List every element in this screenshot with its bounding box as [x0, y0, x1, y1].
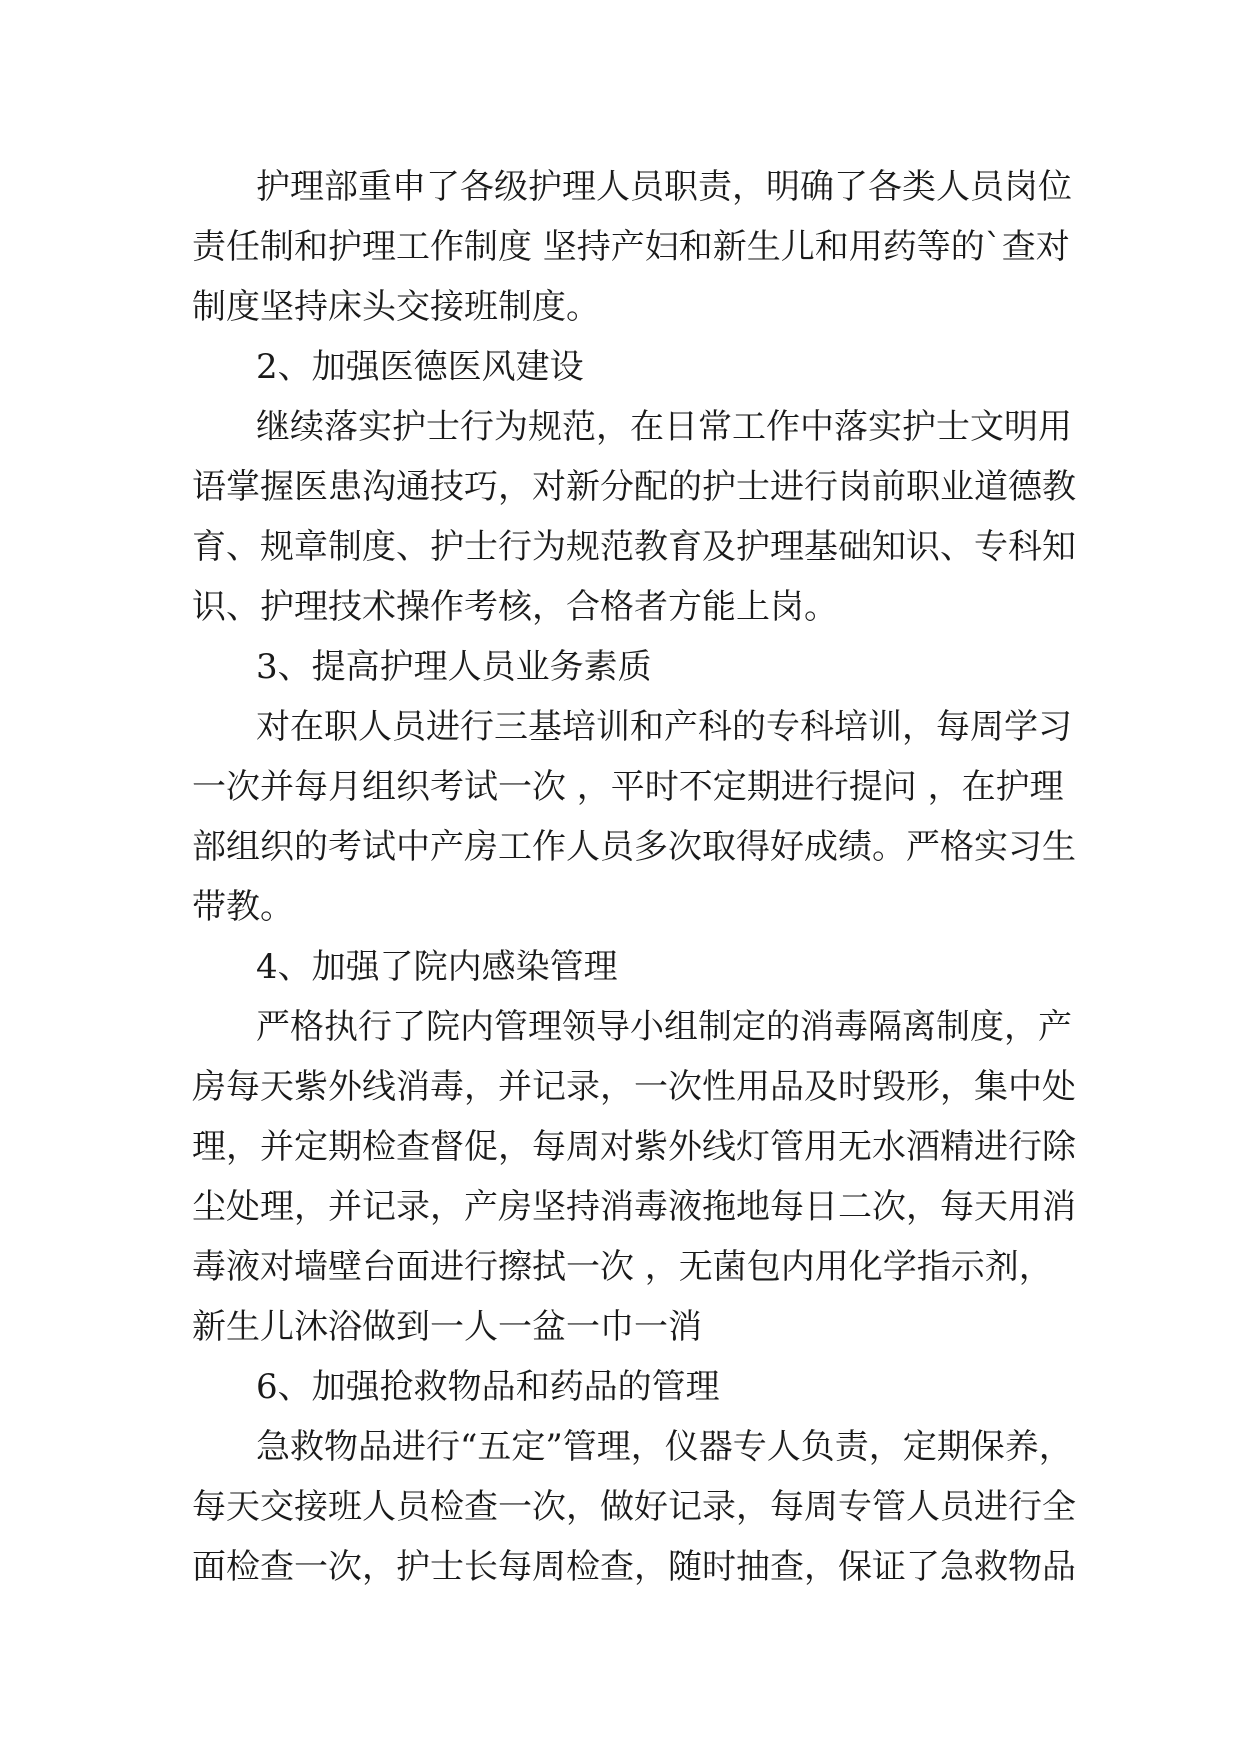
section-heading: 2、加强医德医风建设	[256, 347, 584, 387]
paragraph-line: 部组织的考试中产房工作人员多次取得好成绩。严格实习生	[192, 827, 1076, 867]
paragraph-line: 对在职人员进行三基培训和产科的专科培训，每周学习	[256, 707, 1072, 747]
paragraph-line: 新生儿沐浴做到一人一盆一巾一消	[192, 1307, 702, 1347]
paragraph-line: 急救物品进行“五定”管理，仪器专人负责，定期保养，	[256, 1427, 1073, 1467]
paragraph-line: 识、护理技术操作考核，合格者方能上岗。	[192, 587, 838, 627]
paragraph-line: 理，并定期检查督促，每周对紫外线灯管用无水酒精进行除	[192, 1127, 1076, 1167]
paragraph-line: 尘处理，并记录，产房坚持消毒液拖地每日二次，每天用消	[192, 1187, 1076, 1227]
paragraph-line: 面检查一次，护士长每周检查，随时抽查，保证了急救物品	[192, 1547, 1076, 1587]
section-heading: 6、加强抢救物品和药品的管理	[256, 1367, 720, 1407]
paragraph-line: 护理部重申了各级护理人员职责，明确了各类人员岗位	[256, 167, 1072, 207]
paragraph-line: 继续落实护士行为规范，在日常工作中落实护士文明用	[256, 407, 1072, 447]
paragraph-line: 育、规章制度、护士行为规范教育及护理基础知识、专科知	[192, 527, 1076, 567]
paragraph-line: 责任制和护理工作制度 坚持产妇和新生儿和用药等的`查对	[192, 227, 1070, 267]
paragraph-line: 带教。	[192, 887, 294, 927]
section-heading: 4、加强了院内感染管理	[256, 947, 618, 987]
paragraph-line: 语掌握医患沟通技巧，对新分配的护士进行岗前职业道德教	[192, 467, 1076, 507]
paragraph-line: 严格执行了院内管理领导小组制定的消毒隔离制度，产	[256, 1007, 1072, 1047]
paragraph-line: 毒液对墙壁台面进行擦拭一次 ，无菌包内用化学指示剂，	[192, 1247, 1053, 1287]
paragraph-line: 房每天紫外线消毒，并记录，一次性用品及时毁形，集中处	[192, 1067, 1076, 1107]
paragraph-line: 每天交接班人员检查一次，做好记录，每周专管人员进行全	[192, 1487, 1076, 1527]
section-heading: 3、提高护理人员业务素质	[256, 647, 652, 687]
paragraph-line: 一次并每月组织考试一次 ，平时不定期进行提问 ，在护理	[192, 767, 1064, 807]
paragraph-line: 制度坚持床头交接班制度。	[192, 287, 600, 327]
